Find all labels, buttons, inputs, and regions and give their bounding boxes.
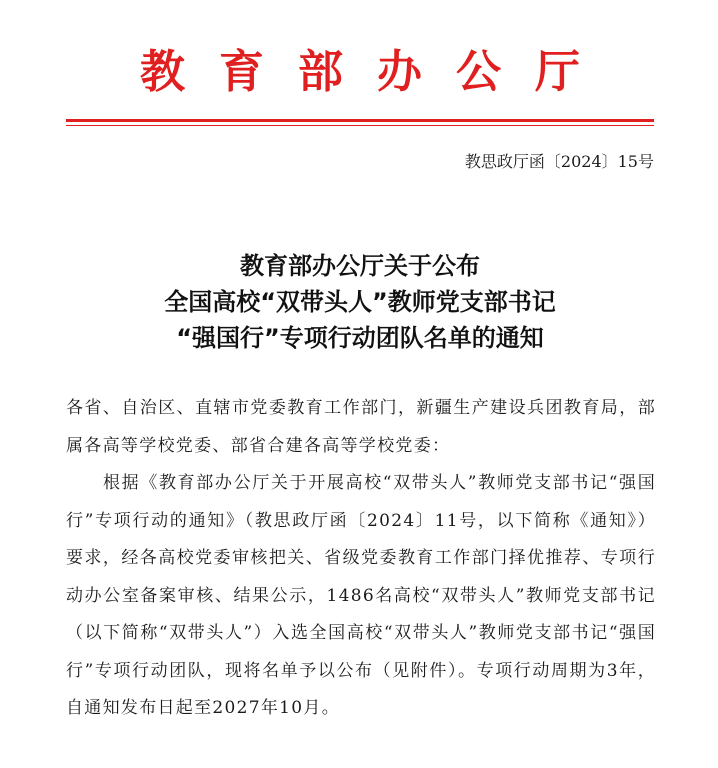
addressee-paragraph: 各省、自治区、直辖市党委教育工作部门，新疆生产建设兵团教育局，部属各高等学校党委、部省合建各高等学校党委： xyxy=(66,398,656,456)
issuer-masthead: 教育部办公厅 xyxy=(139,45,614,98)
body-paragraph-1: 根据《教育部办公厅关于开展高校“双带头人”教师党支部书记“强国行”专项行动的通知》（教思政厅函〔2024〕11号，以下简称《通知》）要求，经各高校党委审核把关、省级党委教育工作部门择优推荐、专项行动办公室备案审核、结果公示，1486名高校“双带头人”教师党支部书记（以下简称“双带头人”）入选全国高校“双带头人”教师党支部书记“强国行”专项行动团队，现将名单予以公布（见附件）。专项行动周期为3年，自通知发布日起至2027年10月。 xyxy=(66,473,656,718)
document-number: 教思政厅函〔2024〕15号 xyxy=(464,152,654,171)
red-header-rule-thick xyxy=(66,119,654,122)
red-header-rule-thin xyxy=(66,125,654,126)
document-title-line-2: 全国高校“双带头人”教师党支部书记 xyxy=(164,288,556,316)
document-title-line-3: “强国行”专项行动团队名单的通知 xyxy=(176,324,544,352)
document-title-line-1: 教育部办公厅关于公布 xyxy=(240,252,480,280)
document-title xyxy=(40,248,680,356)
document-body xyxy=(66,390,656,728)
